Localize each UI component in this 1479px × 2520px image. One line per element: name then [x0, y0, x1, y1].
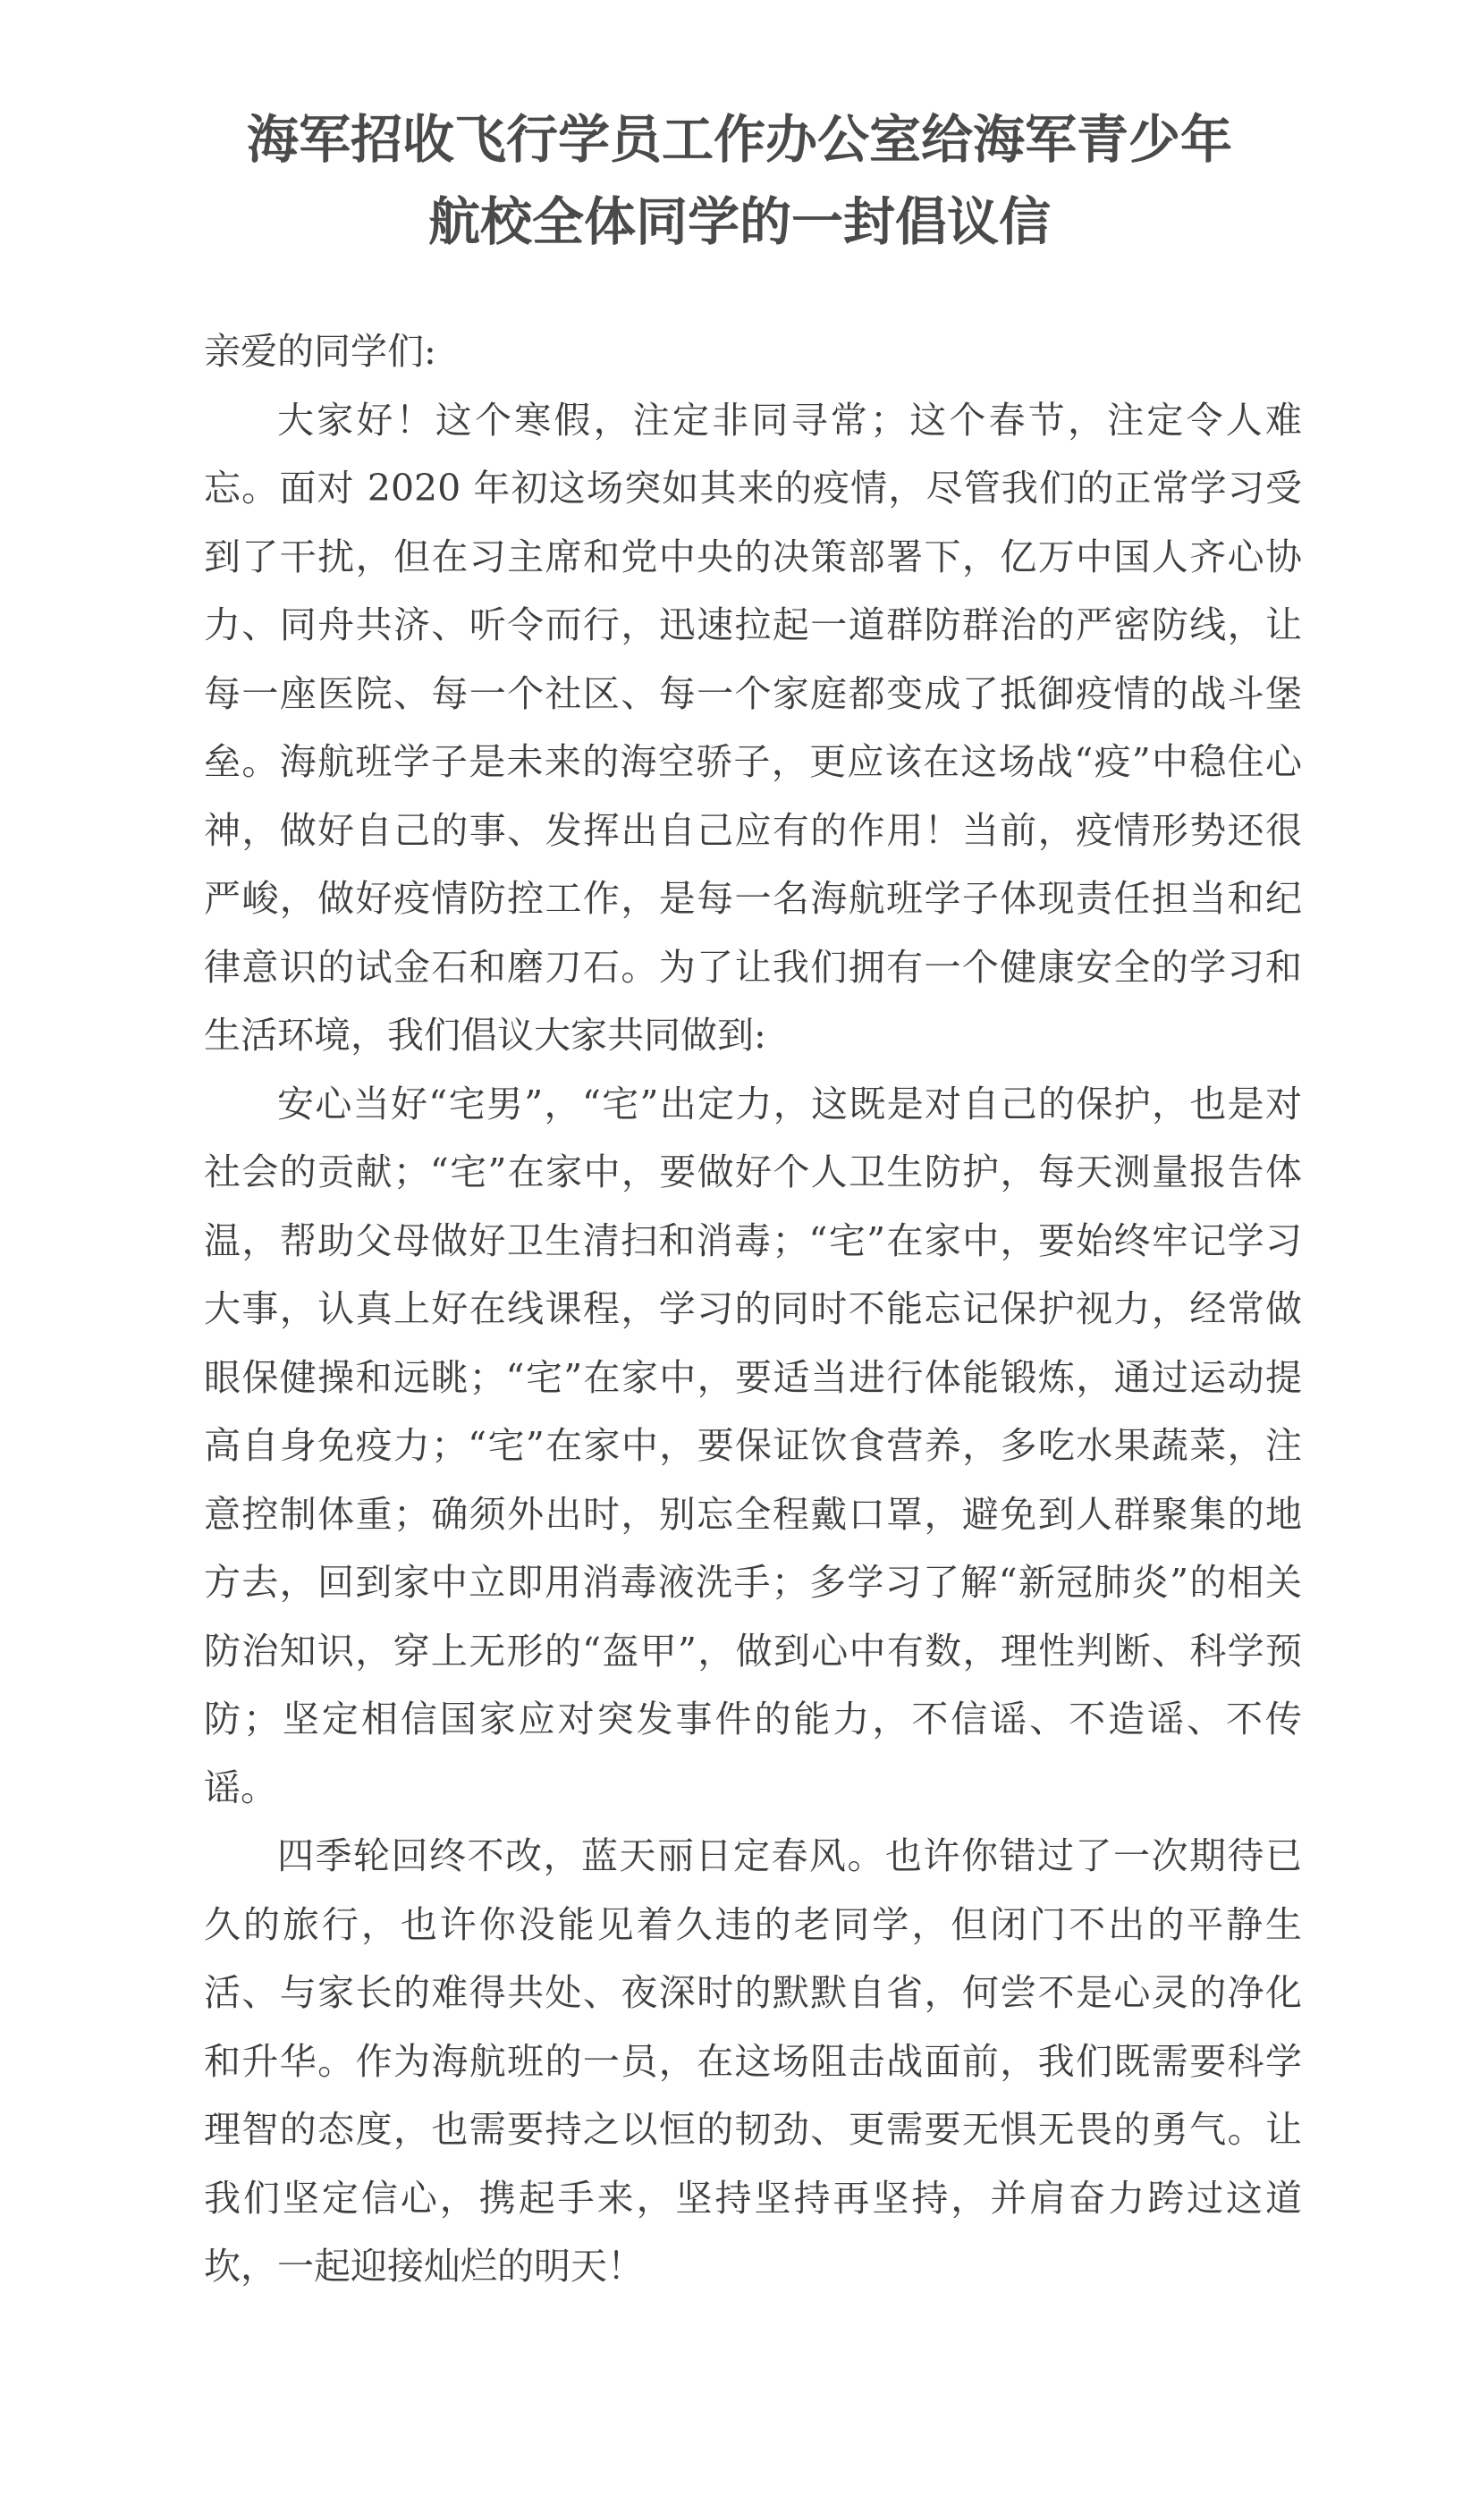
paragraph-greeting: 大家好！这个寒假，注定非同寻常；这个春节，注定令人难忘。面对 2020 年初这场突如其来的疫情，尽管我们的正常学习受到了干扰，但在习主席和党中央的决策部署下，亿万中国人齐心协力、同舟共济、听令而行，迅速拉起一道群防群治的严密防线，让每一座医院、每一个社区、每一个家庭都变成了抵御疫情的战斗堡垒。海航班学子是未来的海空骄子，更应该在这场战“疫”中稳住心神，做好自己的事、发挥出自己应有的作用！当前，疫情形势还很严峻，做好疫情防控工作，是每一名海航班学子体现责任担当和纪律意识的试金石和磨刀石。为了让我们拥有一个健康安全的学习和生活环境，我们倡议大家共同做到: [204, 398, 1302, 1057]
title-line-1: 海军招收飞行学员工作办公室给海军青少年 [246, 109, 1232, 170]
letter-body [204, 317, 1302, 2301]
paragraph-proposals: 安心当好“宅男”，“宅”出定力，这既是对自己的保护，也是对社会的贡献；“宅”在家中，要做好个人卫生防护，每天测量报告体温，帮助父母做好卫生清扫和消毒；“宅”在家中，要始终牢记学习大事，认真上好在线课程，学习的同时不能忘记保护视力，经常做眼保健操和远眺；“宅”在家中，要适当进行体能锻炼，通过运动提高自身免疫力；“宅”在家中，要保证饮食营养，多吃水果蔬菜，注意控制体重；确须外出时，别忘全程戴口罩，避免到人群聚集的地方去，回到家中立即用消毒液洗手；多学习了解“新冠肺炎”的相关防治知识，穿上无形的“盔甲”，做到心中有数，理性判断、科学预防；坚定相信国家应对突发事件的能力，不信谣、不造谣、不传谣。 [204, 1082, 1302, 1809]
document-title [134, 98, 1345, 263]
paragraph-closing: 四季轮回终不改，蓝天丽日定春风。也许你错过了一次期待已久的旅行，也许你没能见着久违的老同学，但闭门不出的平静生活、与家长的难得共处、夜深时的默默自省，何尝不是心灵的净化和升华。作为海航班的一员，在这场阻击战面前，我们既需要科学理智的态度，也需要持之以恒的韧劲、更需要无惧无畏的勇气。让我们坚定信心，携起手来，坚持坚持再坚持，并肩奋力跨过这道坎，一起迎接灿烂的明天！ [204, 1834, 1302, 2288]
salutation: 亲爱的同学们: [204, 330, 436, 373]
title-line-2: 航校全体同学的一封倡议信 [427, 191, 1051, 252]
